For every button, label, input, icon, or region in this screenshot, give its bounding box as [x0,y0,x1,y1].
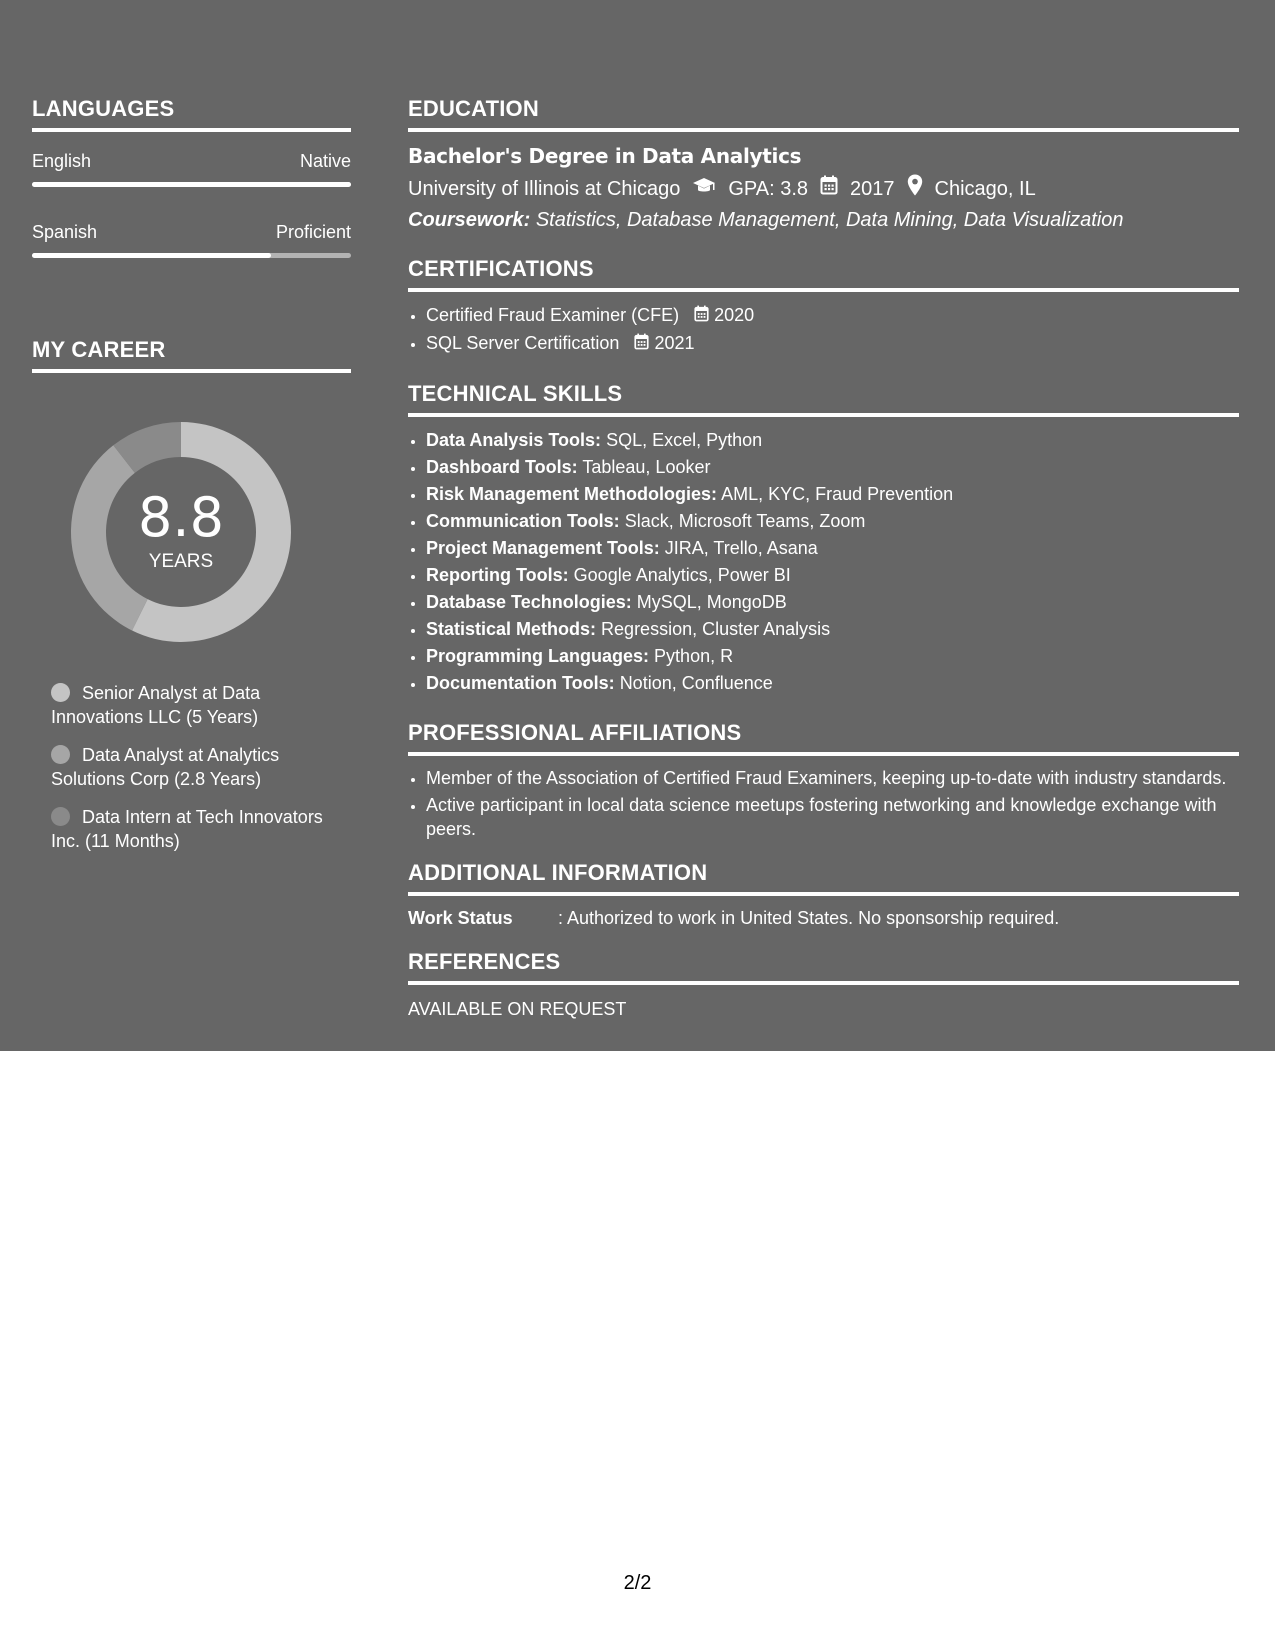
references-section [408,948,1239,1021]
career-heading: MY CAREER [32,336,351,373]
affiliations-heading: PROFESSIONAL AFFILIATIONS [408,719,1239,756]
skill-label: Data Analysis Tools: [426,429,602,450]
career-donut-chart [66,417,296,647]
language-name: Spanish [32,222,98,242]
education-year: 2017 [850,177,895,200]
languages-heading: LANGUAGES [32,95,351,132]
certifications-section [408,255,1239,358]
certification-year: 2021 [654,332,695,353]
skill-label: Communication Tools: [426,510,620,531]
right-column [408,95,1239,1021]
career-legend-item [51,743,351,791]
skill-value: Notion, Confluence [619,672,773,693]
skill-item [426,454,1239,481]
certification-item [426,302,1239,330]
education-school: University of Illinois at Chicago [408,177,681,200]
calendar-icon [634,331,649,358]
additional-heading: ADDITIONAL INFORMATION [408,859,1239,896]
skill-item [426,562,1239,589]
language-proficiency-bar [32,182,351,187]
certification-year: 2020 [714,305,755,325]
skill-value: AML, KYC, Fraud Prevention [721,483,954,504]
skill-item [426,427,1239,454]
references-heading: REFERENCES [408,948,1239,985]
legend-dot [51,745,70,764]
certifications-heading: CERTIFICATIONS [408,255,1239,292]
career-legend [51,681,351,853]
education-meta [408,174,1239,203]
skill-item [426,535,1239,562]
certification-item [426,330,1239,358]
education-gpa: GPA: 3.8 [728,177,809,200]
skill-value: MySQL, MongoDB [636,591,787,612]
certification-name: SQL Server Certification [426,332,620,353]
skill-value: JIRA, Trello, Asana [664,537,818,558]
skill-value: SQL, Excel, Python [606,429,763,450]
language-spanish [32,221,351,258]
skill-label: Database Technologies: [426,591,632,612]
calendar-icon [694,303,709,330]
skill-value: Tableau, Looker [582,456,711,477]
career-legend-item [51,681,351,729]
career-legend-item [51,805,351,853]
career-legend-label: Senior Analyst at Data Innovations LLC (5 Years) [51,683,261,727]
certification-name: Certified Fraud Examiner (CFE) [426,305,680,325]
skill-item [426,481,1239,508]
work-status-row [408,906,1239,930]
references-text: AVAILABLE ON REQUEST [408,998,627,1019]
additional-section [408,859,1239,930]
skill-item [426,589,1239,616]
calendar-icon [820,175,838,202]
skill-value: Slack, Microsoft Teams, Zoom [624,510,866,531]
skills-section [408,380,1239,697]
work-status-label: Work Status [408,907,513,928]
skill-value: Google Analytics, Power BI [573,564,791,585]
career-legend-label: Data Intern at Tech Innovators Inc. (11 Months) [51,807,323,851]
coursework-text: Statistics, Database Management, Data Mining, Data Visualization [535,209,1124,231]
skills-list [408,427,1239,697]
education-coursework [408,207,1239,233]
career-total-years: 8.8 [138,486,224,549]
skill-label: Programming Languages: [426,645,650,666]
skill-label: Documentation Tools: [426,672,615,693]
legend-dot [51,683,70,702]
skill-item [426,643,1239,670]
skill-label: Statistical Methods: [426,618,597,639]
skill-item [426,670,1239,697]
map-pin-icon [907,174,923,203]
career-legend-label: Data Analyst at Analytics Solutions Corp (2.8 Years) [51,745,280,789]
skill-item [426,508,1239,535]
legend-dot [51,807,70,826]
language-proficiency-bar [32,253,351,258]
skill-value: Regression, Cluster Analysis [601,618,831,639]
coursework-label: Coursework: [408,209,531,231]
language-english [32,150,351,187]
affiliations-section [408,719,1239,841]
skill-label: Project Management Tools: [426,537,660,558]
skill-value: Python, R [654,645,734,666]
skill-label: Dashboard Tools: [426,456,578,477]
affiliation-item: • Member of the Association of Certified Fraud Examiners, keeping up-to-date with industry standards. [426,766,1239,790]
career-total-unit: YEARS [148,551,214,572]
affiliations-list [408,766,1239,841]
page-number: 2/2 [623,1572,652,1594]
education-degree: Bachelor's Degree in Data Analytics [408,144,802,168]
work-status-value: : Authorized to work in United States. No sponsorship required. [558,907,1060,928]
skills-heading: TECHNICAL SKILLS [408,380,1239,417]
affiliation-item: • Active participant in local data science meetups fostering networking and knowledge exchange with peers. [426,793,1239,841]
education-location: Chicago, IL [934,177,1036,200]
language-proficiency-fill [32,182,351,187]
education-heading: EDUCATION [408,95,1239,132]
skill-item [426,616,1239,643]
graduation-cap-icon [692,176,716,202]
language-level: Native [299,151,351,171]
skill-label: Reporting Tools: [426,564,569,585]
left-column [32,95,351,867]
language-proficiency-fill [32,253,271,258]
language-name: English [32,151,92,171]
language-level: Proficient [275,222,351,242]
skill-label: Risk Management Methodologies: [426,483,718,504]
